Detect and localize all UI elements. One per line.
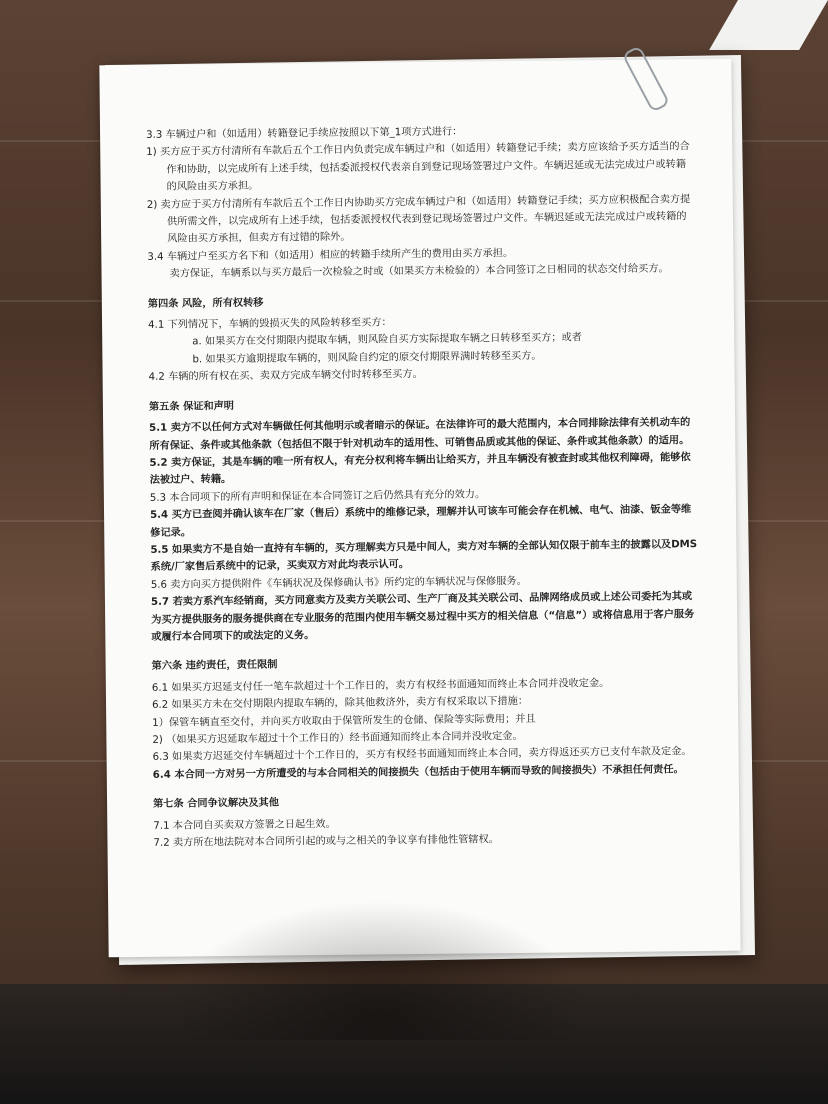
section-5-title: 第五条 保证和声明: [148, 400, 235, 413]
clause-4-2: 4.2 车辆的所有权在买、卖双方完成车辆交付时转移至买方。: [148, 369, 423, 384]
clause-3-3-2: 2) 卖方应于买方付清所有车款后五个工作日内协助买方完成车辆过户和（如适用）转籍登记手续；买方应积极配合卖方提供所需文件，以完成所有上述手续，包括委派授权代表到登记现场签署过户文件。车辆迟延或无法完成过户或转籍的风险由买方承担，但卖方有过错的除外。: [146, 193, 691, 246]
background-paper-corner: [709, 0, 828, 50]
clause-3-4: 3.4 车辆过户至买方名下和（如适用）相应的转籍手续所产生的费用由买方承担。: [147, 247, 514, 263]
contract-page: [99, 59, 740, 958]
clause-4-1: 4.1 下列情况下，车辆的毁损灭失的风险转移至买方：: [148, 317, 392, 331]
clause-7-2: 7.2 卖方所在地法院对本合同所引起的或与之相关的争议享有排他性管辖权。: [153, 834, 499, 849]
hand-shadow: [170, 900, 590, 1040]
clause-5-6: 5.6 卖方向买方提供附件《车辆状况及保修确认书》所约定的车辆状况与保修服务。: [150, 575, 527, 591]
clause-4-1-b: b. 如果买方逾期提取车辆的，则风险自约定的原交付期限界满时转移至买方。: [192, 350, 542, 366]
clause-6-4: 6.4 本合同一方对另一方所遭受的与本合同相关的间接损失（包括由于使用车辆而导致的间接损失）不承担任何责任。: [152, 764, 684, 781]
clause-5-1: 5.1 卖方不以任何方式对车辆做任何其他明示或者暗示的保证。在法律许可的最大范围内，本合同排除法律有关机动车的所有保证、条件或其他条款（包括但不限于针对机动车的适用性、可销售品质或其他的保证、条件或其他条款）的适用。: [149, 417, 691, 452]
section-7-title: 第七条 合同争议解决及其他: [153, 797, 279, 811]
clause-6-2: 6.2 如果买方未在交付期限内提取车辆的，除其他救济外，卖方有权采取以下措施：: [151, 696, 529, 712]
section-4-title: 第四条 风险，所有权转移: [147, 297, 264, 310]
clause-5-5: 5.5 如果卖方不是自始一直持有车辆的，买方理解卖方只是中间人，卖方对车辆的全部认知仅限于前车主的披露以及DMS系统/厂家售后系统中的记录，买卖双方对此均表示认可。: [150, 539, 698, 574]
clause-5-2: 5.2 卖方保证，其是车辆的唯一所有权人，有充分权利将车辆出让给买方，并且车辆没有被查封或其他权利障碍，能够依法被过户、转籍。: [149, 452, 691, 487]
clause-7-1: 7.1 本合同自买卖双方签署之日起生效。: [153, 818, 336, 832]
section-6-title: 第六条 违约责任，责任限制: [151, 659, 278, 673]
clause-3-4-guarantee: 卖方保证，车辆系以与买方最后一次检验之时或（如果买方未检验的）本合同签订之日相同的状态交付给买方。: [169, 263, 669, 280]
clause-4-1-a: a. 如果买方在交付期限内提取车辆，则风险自买方实际提取车辆之日转移至买方；或者: [192, 332, 582, 348]
clause-5-4: 5.4 买方已查阅并确认该车在厂家（售后）系统中的维修记录，理解并认可该车可能会存在机械、电气、油漆、钣金等维修记录。: [150, 504, 692, 539]
clause-6-3: 6.3 如果卖方迟延交付车辆超过十个工作日的，买方有权经书面通知而终止本合同，卖方得返还买方已支付车款及定金。: [152, 746, 692, 764]
contract-text: [146, 121, 702, 852]
clause-6-1: 6.1 如果买方迟延支付任一笔车款超过十个工作日的，卖方有权经书面通知而终止本合同并没收定金。: [151, 677, 610, 694]
clause-3-3-1: 1) 买方应于买方付清所有车款后五个工作日内负责完成车辆过户和（如适用）转籍登记手续；卖方应该给予买方适当的合作和协助，以完成所有上述手续，包括委派授权代表亲自到登记现场签署过户文件。车辆迟延或无法完成过户或转籍的风险由买方承担。: [146, 141, 690, 193]
clause-5-3: 5.3 本合同项下的所有声明和保证在本合同签订之后仍然具有充分的效力。: [149, 489, 486, 504]
clause-5-7: 5.7 若卖方系汽车经销商，买方同意卖方及卖方关联公司、生产厂商及其关联公司、品牌网络成员或上述公司委托为其或为买方提供服务的服务提供商在专业服务的范围内使用车辆交易过程中买方的相关信息（“信息”）或将信息用于客户服务或履行本合同项下的或法定的义务。: [150, 591, 695, 643]
clause-6-2-1: 1）保管车辆直至交付，并向买方收取由于保管所发生的仓储、保险等实际费用；并且: [152, 713, 536, 729]
clause-6-2-2: 2) （如果买方迟延取车超过十个工作日的）经书面通知而终止本合同并没收定金。: [152, 730, 523, 746]
clause-3-3: 3.3 车辆过户和（如适用）转籍登记手续应按照以下第_1项方式进行：: [146, 126, 463, 141]
